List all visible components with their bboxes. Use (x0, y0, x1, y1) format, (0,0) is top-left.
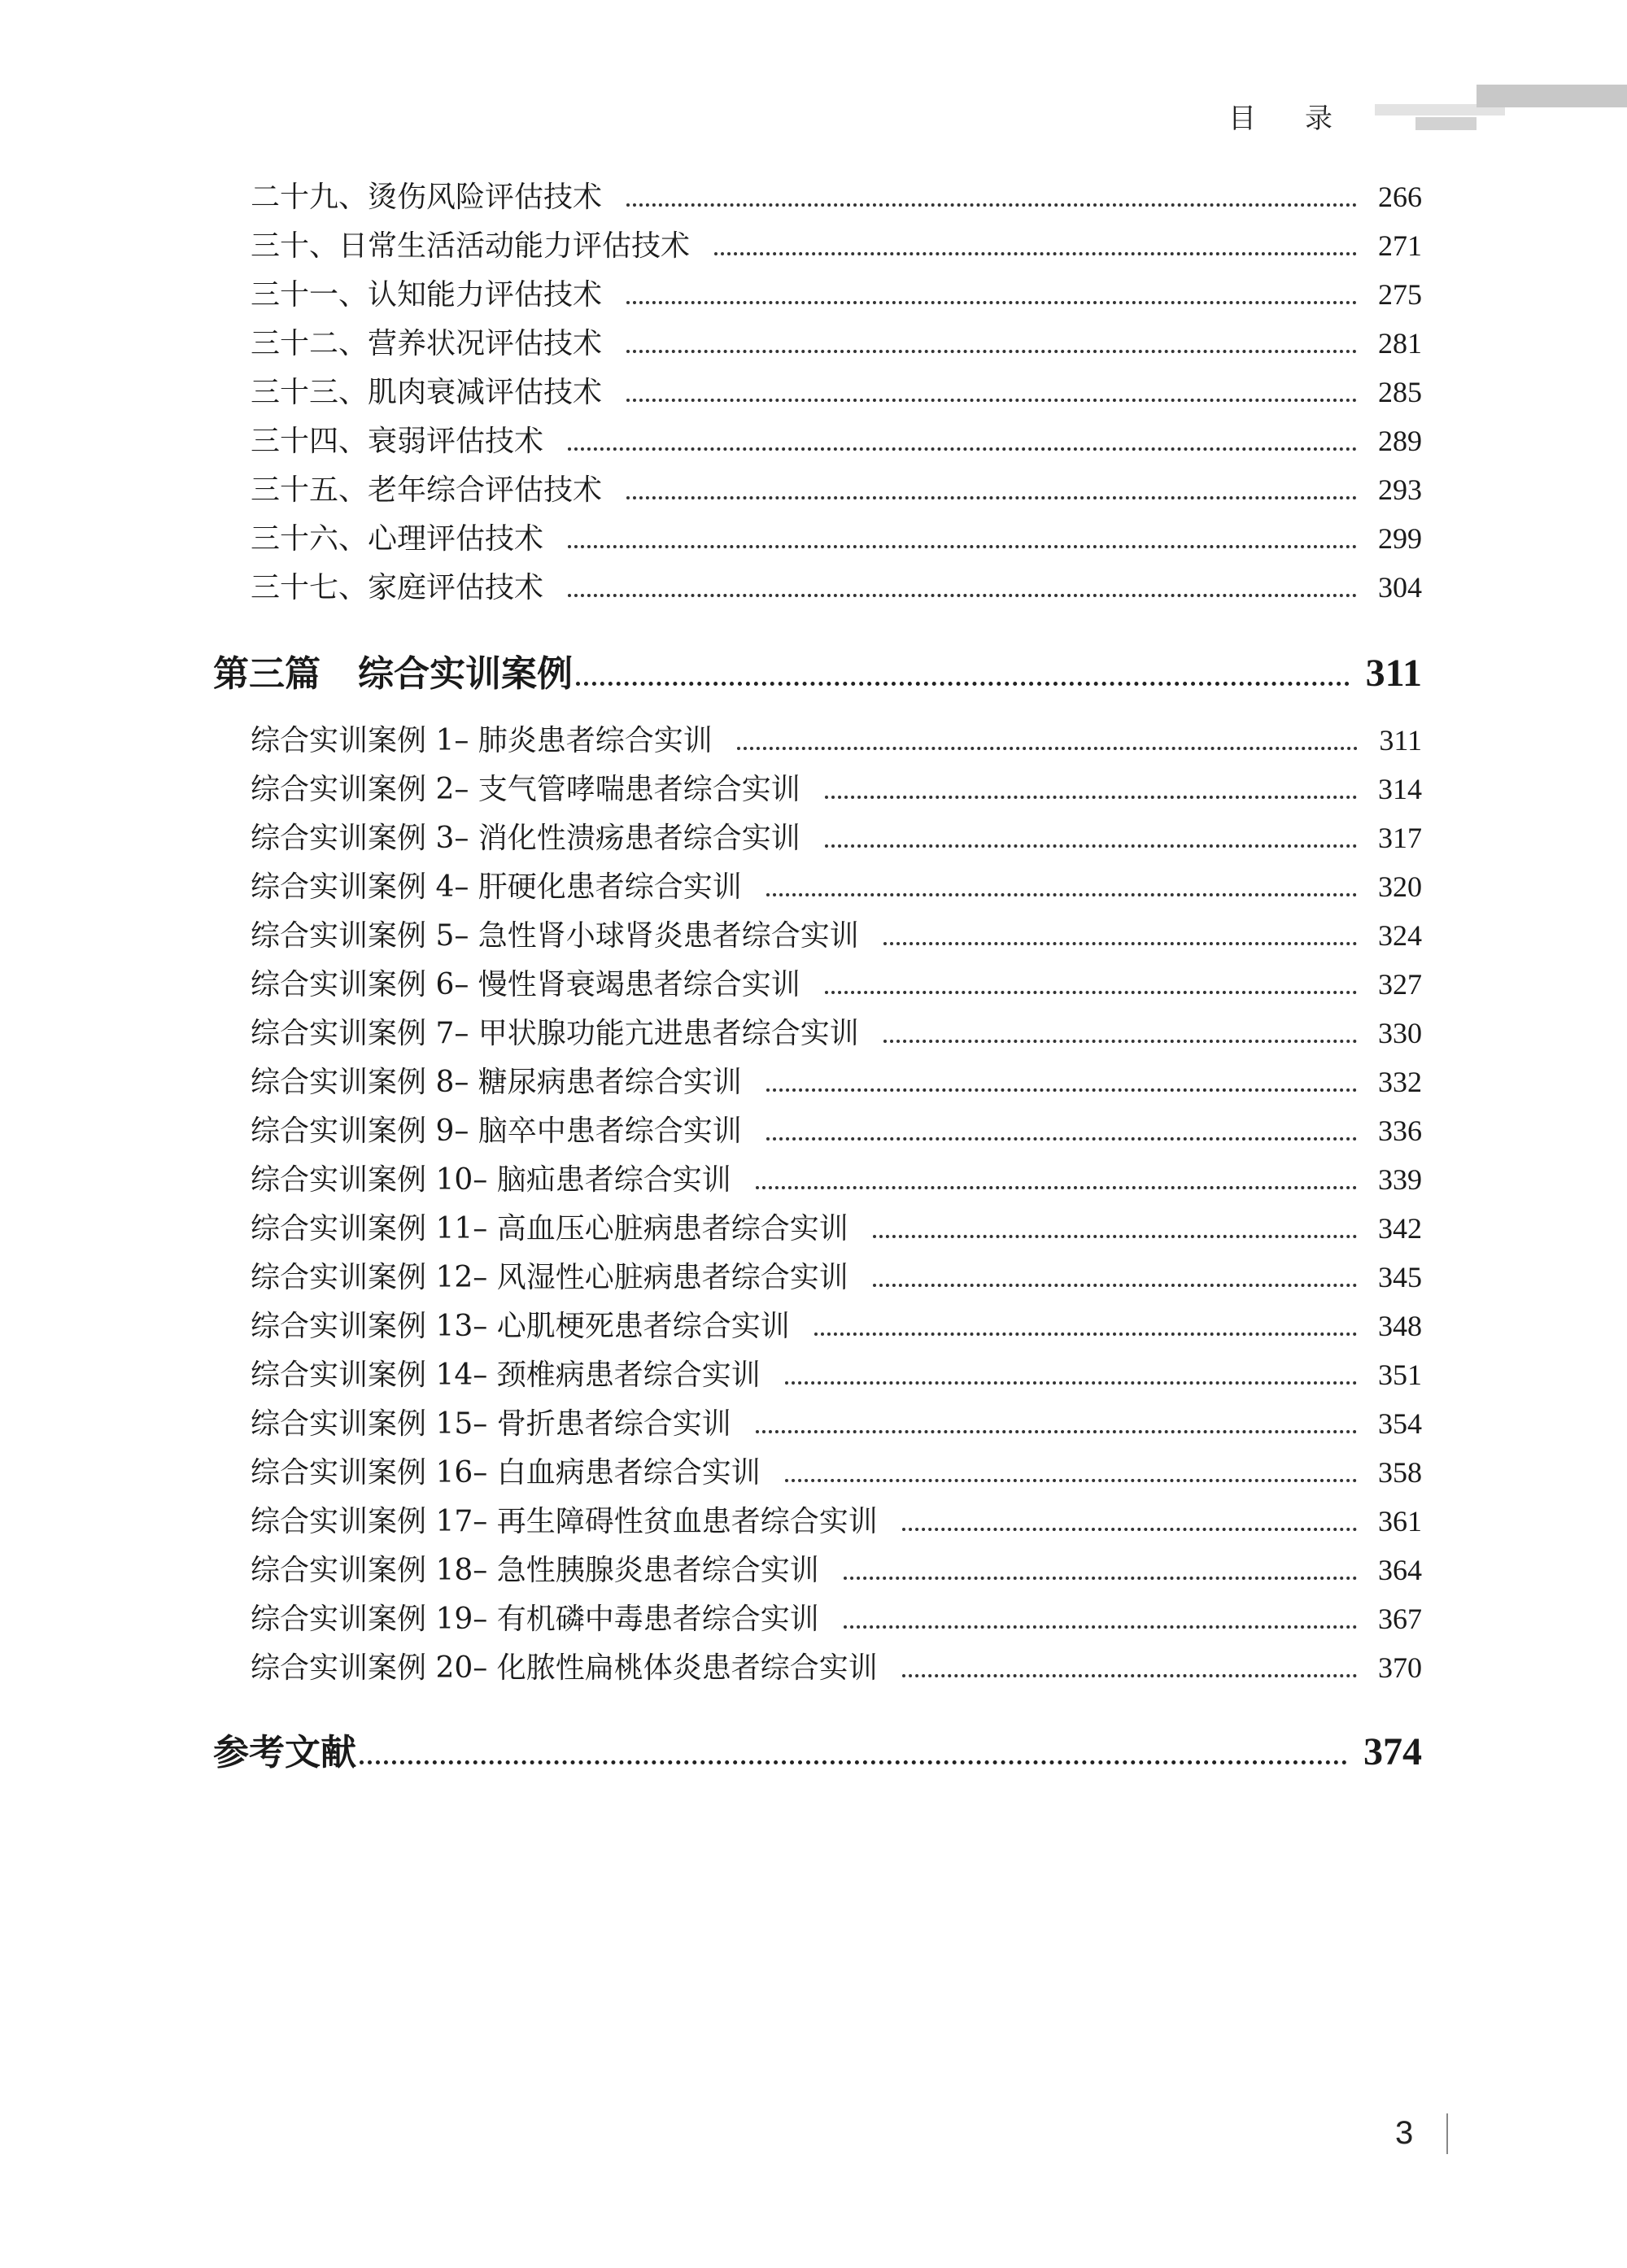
toc-entry-label: 综合实训案例 4– 肝硬化患者综合实训 (251, 870, 742, 904)
toc-entry-page: 348 (1378, 1310, 1422, 1342)
dot-leader (568, 447, 1357, 451)
toc-entry-label: 二十九、烫伤风险评估技术 (251, 181, 603, 214)
toc-entry-label: 综合实训案例 11– 高血压心脏病患者综合实训 (251, 1212, 848, 1245)
dot-leader (844, 1577, 1357, 1580)
toc-entry[interactable] (251, 174, 1422, 223)
toc-entry-label: 综合实训案例 12– 风湿性心脏病患者综合实训 (251, 1261, 848, 1294)
dot-leader (785, 1381, 1357, 1385)
header-bar-mid (1415, 117, 1477, 130)
toc-entry-label: 综合实训案例 1– 肺炎患者综合实训 (251, 724, 713, 757)
dot-leader (883, 1040, 1357, 1043)
toc-entry-page: 299 (1378, 522, 1422, 555)
toc-case-entry[interactable] (251, 1498, 1422, 1547)
toc-entry-label: 综合实训案例 9– 脑卒中患者综合实训 (251, 1114, 742, 1148)
dot-leader (766, 1137, 1357, 1141)
toc-case-entry[interactable] (251, 1010, 1422, 1059)
dot-leader (568, 545, 1357, 548)
toc-entry-page: 285 (1378, 376, 1422, 408)
toc-entry-label: 三十、日常生活活动能力评估技术 (251, 229, 691, 263)
toc-entry-page: 281 (1378, 327, 1422, 360)
toc-entry-label: 综合实训案例 2– 支气管哮喘患者综合实训 (251, 773, 800, 806)
toc-entry-page: 358 (1378, 1456, 1422, 1489)
dot-leader (626, 399, 1357, 402)
toc-entry[interactable] (251, 272, 1422, 321)
header-bar-dark (1477, 85, 1627, 107)
toc-entry-page: 351 (1378, 1359, 1422, 1391)
toc-references[interactable] (213, 1723, 1422, 1780)
dot-leader (626, 496, 1357, 499)
toc-entry-label: 三十一、认知能力评估技术 (251, 278, 603, 312)
toc-entry[interactable] (251, 223, 1422, 272)
toc-case-entry[interactable] (251, 1206, 1422, 1254)
toc-entry-page: 332 (1378, 1066, 1422, 1098)
dot-leader (756, 1430, 1357, 1433)
toc-entry[interactable] (251, 565, 1422, 613)
dot-leader (737, 747, 1359, 750)
dot-leader (568, 594, 1357, 597)
toc-entry-label: 三十三、肌肉衰减评估技术 (251, 376, 603, 409)
part-title: 综合实训案例 (358, 653, 573, 695)
dot-leader (785, 1479, 1357, 1482)
page-number-rule (1446, 2113, 1448, 2154)
toc-case-entry[interactable] (251, 1254, 1422, 1303)
toc-entry-label: 综合实训案例 3– 消化性溃疡患者综合实训 (251, 822, 800, 855)
toc-case-entry[interactable] (251, 864, 1422, 913)
toc-case-entry[interactable] (251, 1450, 1422, 1498)
dot-leader (825, 796, 1357, 799)
toc-entry-page: 361 (1378, 1505, 1422, 1537)
toc-case-entry[interactable] (251, 1108, 1422, 1157)
dot-leader (814, 1332, 1357, 1336)
toc-entry-label: 综合实训案例 6– 慢性肾衰竭患者综合实训 (251, 968, 800, 1001)
toc-entry-page: 289 (1378, 425, 1422, 457)
toc-entry-page: 320 (1378, 870, 1422, 903)
toc-entry-page: 317 (1378, 822, 1422, 854)
dot-leader (825, 844, 1357, 848)
toc-entry-page: 370 (1378, 1651, 1422, 1684)
toc-case-entry[interactable] (251, 1401, 1422, 1450)
dot-leader (756, 1186, 1357, 1189)
toc-entry-page: 364 (1378, 1554, 1422, 1586)
toc-entry[interactable] (251, 321, 1422, 369)
dot-leader (902, 1674, 1357, 1677)
toc-entry-label: 三十二、营养状况评估技术 (251, 327, 603, 360)
toc-entry-page: 275 (1378, 278, 1422, 311)
toc-part-page: 311 (1365, 652, 1422, 695)
toc-entry-label: 三十五、老年综合评估技术 (251, 473, 603, 507)
toc-case-entry[interactable] (251, 1547, 1422, 1596)
dot-leader (626, 203, 1357, 207)
toc-entry-label: 综合实训案例 20– 化脓性扁桃体炎患者综合实训 (251, 1651, 878, 1685)
toc-entry-label: 综合实训案例 19– 有机磷中毒患者综合实训 (251, 1603, 819, 1636)
dot-leader (766, 1088, 1357, 1092)
dot-leader (873, 1235, 1357, 1238)
toc-case-entry[interactable] (251, 1059, 1422, 1108)
dot-leader (873, 1284, 1357, 1287)
toc-entry-page: 367 (1378, 1603, 1422, 1635)
toc-part-label (213, 644, 576, 696)
dot-leader (714, 252, 1357, 255)
dot-leader (360, 1760, 1347, 1764)
toc-entry-page: 330 (1378, 1017, 1422, 1049)
toc-entry[interactable] (251, 418, 1422, 467)
toc-entry-page: 293 (1378, 473, 1422, 506)
page-number: 3 (1395, 2115, 1414, 2151)
toc-entry-label: 综合实训案例 8– 糖尿病患者综合实训 (251, 1066, 742, 1099)
toc-case-entry[interactable] (251, 1157, 1422, 1206)
dot-leader (825, 991, 1357, 994)
toc-entry-label: 三十七、家庭评估技术 (251, 571, 544, 604)
toc-entry-label: 三十六、心理评估技术 (251, 522, 544, 556)
part-number: 第三篇 (213, 653, 321, 695)
toc-entry-label: 综合实训案例 18– 急性胰腺炎患者综合实训 (251, 1554, 819, 1587)
toc-entry-page: 345 (1378, 1261, 1422, 1293)
toc-case-entry[interactable] (251, 1645, 1422, 1694)
toc-entry-page: 342 (1378, 1212, 1422, 1245)
toc-entry-label: 综合实训案例 15– 骨折患者综合实训 (251, 1407, 731, 1441)
toc-case-entry[interactable] (251, 1303, 1422, 1352)
dot-leader (844, 1625, 1357, 1629)
toc-entry-page: 354 (1378, 1407, 1422, 1440)
toc-case-entry[interactable] (251, 962, 1422, 1010)
toc-case-entry[interactable] (251, 1596, 1422, 1645)
toc-entry-label: 综合实训案例 14– 颈椎病患者综合实训 (251, 1359, 761, 1392)
toc-entry-label: 综合实训案例 17– 再生障碍性贫血患者综合实训 (251, 1505, 878, 1538)
toc-entry-label: 三十四、衰弱评估技术 (251, 425, 544, 458)
dot-leader (626, 301, 1357, 304)
toc-entry[interactable] (251, 467, 1422, 516)
toc-part-three[interactable] (213, 644, 1422, 701)
toc-entry[interactable] (251, 369, 1422, 418)
dot-leader (766, 893, 1357, 896)
dot-leader (626, 350, 1357, 353)
toc-entry-page: 339 (1378, 1163, 1422, 1196)
toc-entry-label: 综合实训案例 7– 甲状腺功能亢进患者综合实训 (251, 1017, 859, 1050)
toc-case-entry[interactable] (251, 717, 1422, 766)
toc-entry-label: 综合实训案例 5– 急性肾小球肾炎患者综合实训 (251, 919, 859, 953)
toc-entry-page: 324 (1378, 919, 1422, 952)
toc-entry-page: 314 (1378, 773, 1422, 805)
toc-case-entry[interactable] (251, 913, 1422, 962)
toc-entry-label: 综合实训案例 16– 白血病患者综合实训 (251, 1456, 761, 1489)
toc-entry-label: 综合实训案例 13– 心肌梗死患者综合实训 (251, 1310, 790, 1343)
toc-entry-page: 304 (1378, 571, 1422, 604)
dot-leader (576, 682, 1350, 686)
toc-references-title: 参考文献 (213, 1732, 356, 1773)
toc-entry-page: 311 (1379, 724, 1422, 757)
toc-references-page: 374 (1363, 1730, 1422, 1773)
toc-entry[interactable] (251, 516, 1422, 565)
toc-entry-page: 271 (1378, 229, 1422, 262)
toc-entry-page: 266 (1378, 181, 1422, 213)
toc-case-entry[interactable] (251, 815, 1422, 864)
toc-entry-page: 336 (1378, 1114, 1422, 1147)
toc-entry-label: 综合实训案例 10– 脑疝患者综合实训 (251, 1163, 731, 1197)
running-header-title: 目录 (1228, 102, 1381, 135)
toc-case-entry[interactable] (251, 1352, 1422, 1401)
toc-entry-page: 327 (1378, 968, 1422, 1001)
dot-leader (902, 1528, 1357, 1531)
dot-leader (883, 942, 1357, 945)
toc-case-entry[interactable] (251, 766, 1422, 815)
